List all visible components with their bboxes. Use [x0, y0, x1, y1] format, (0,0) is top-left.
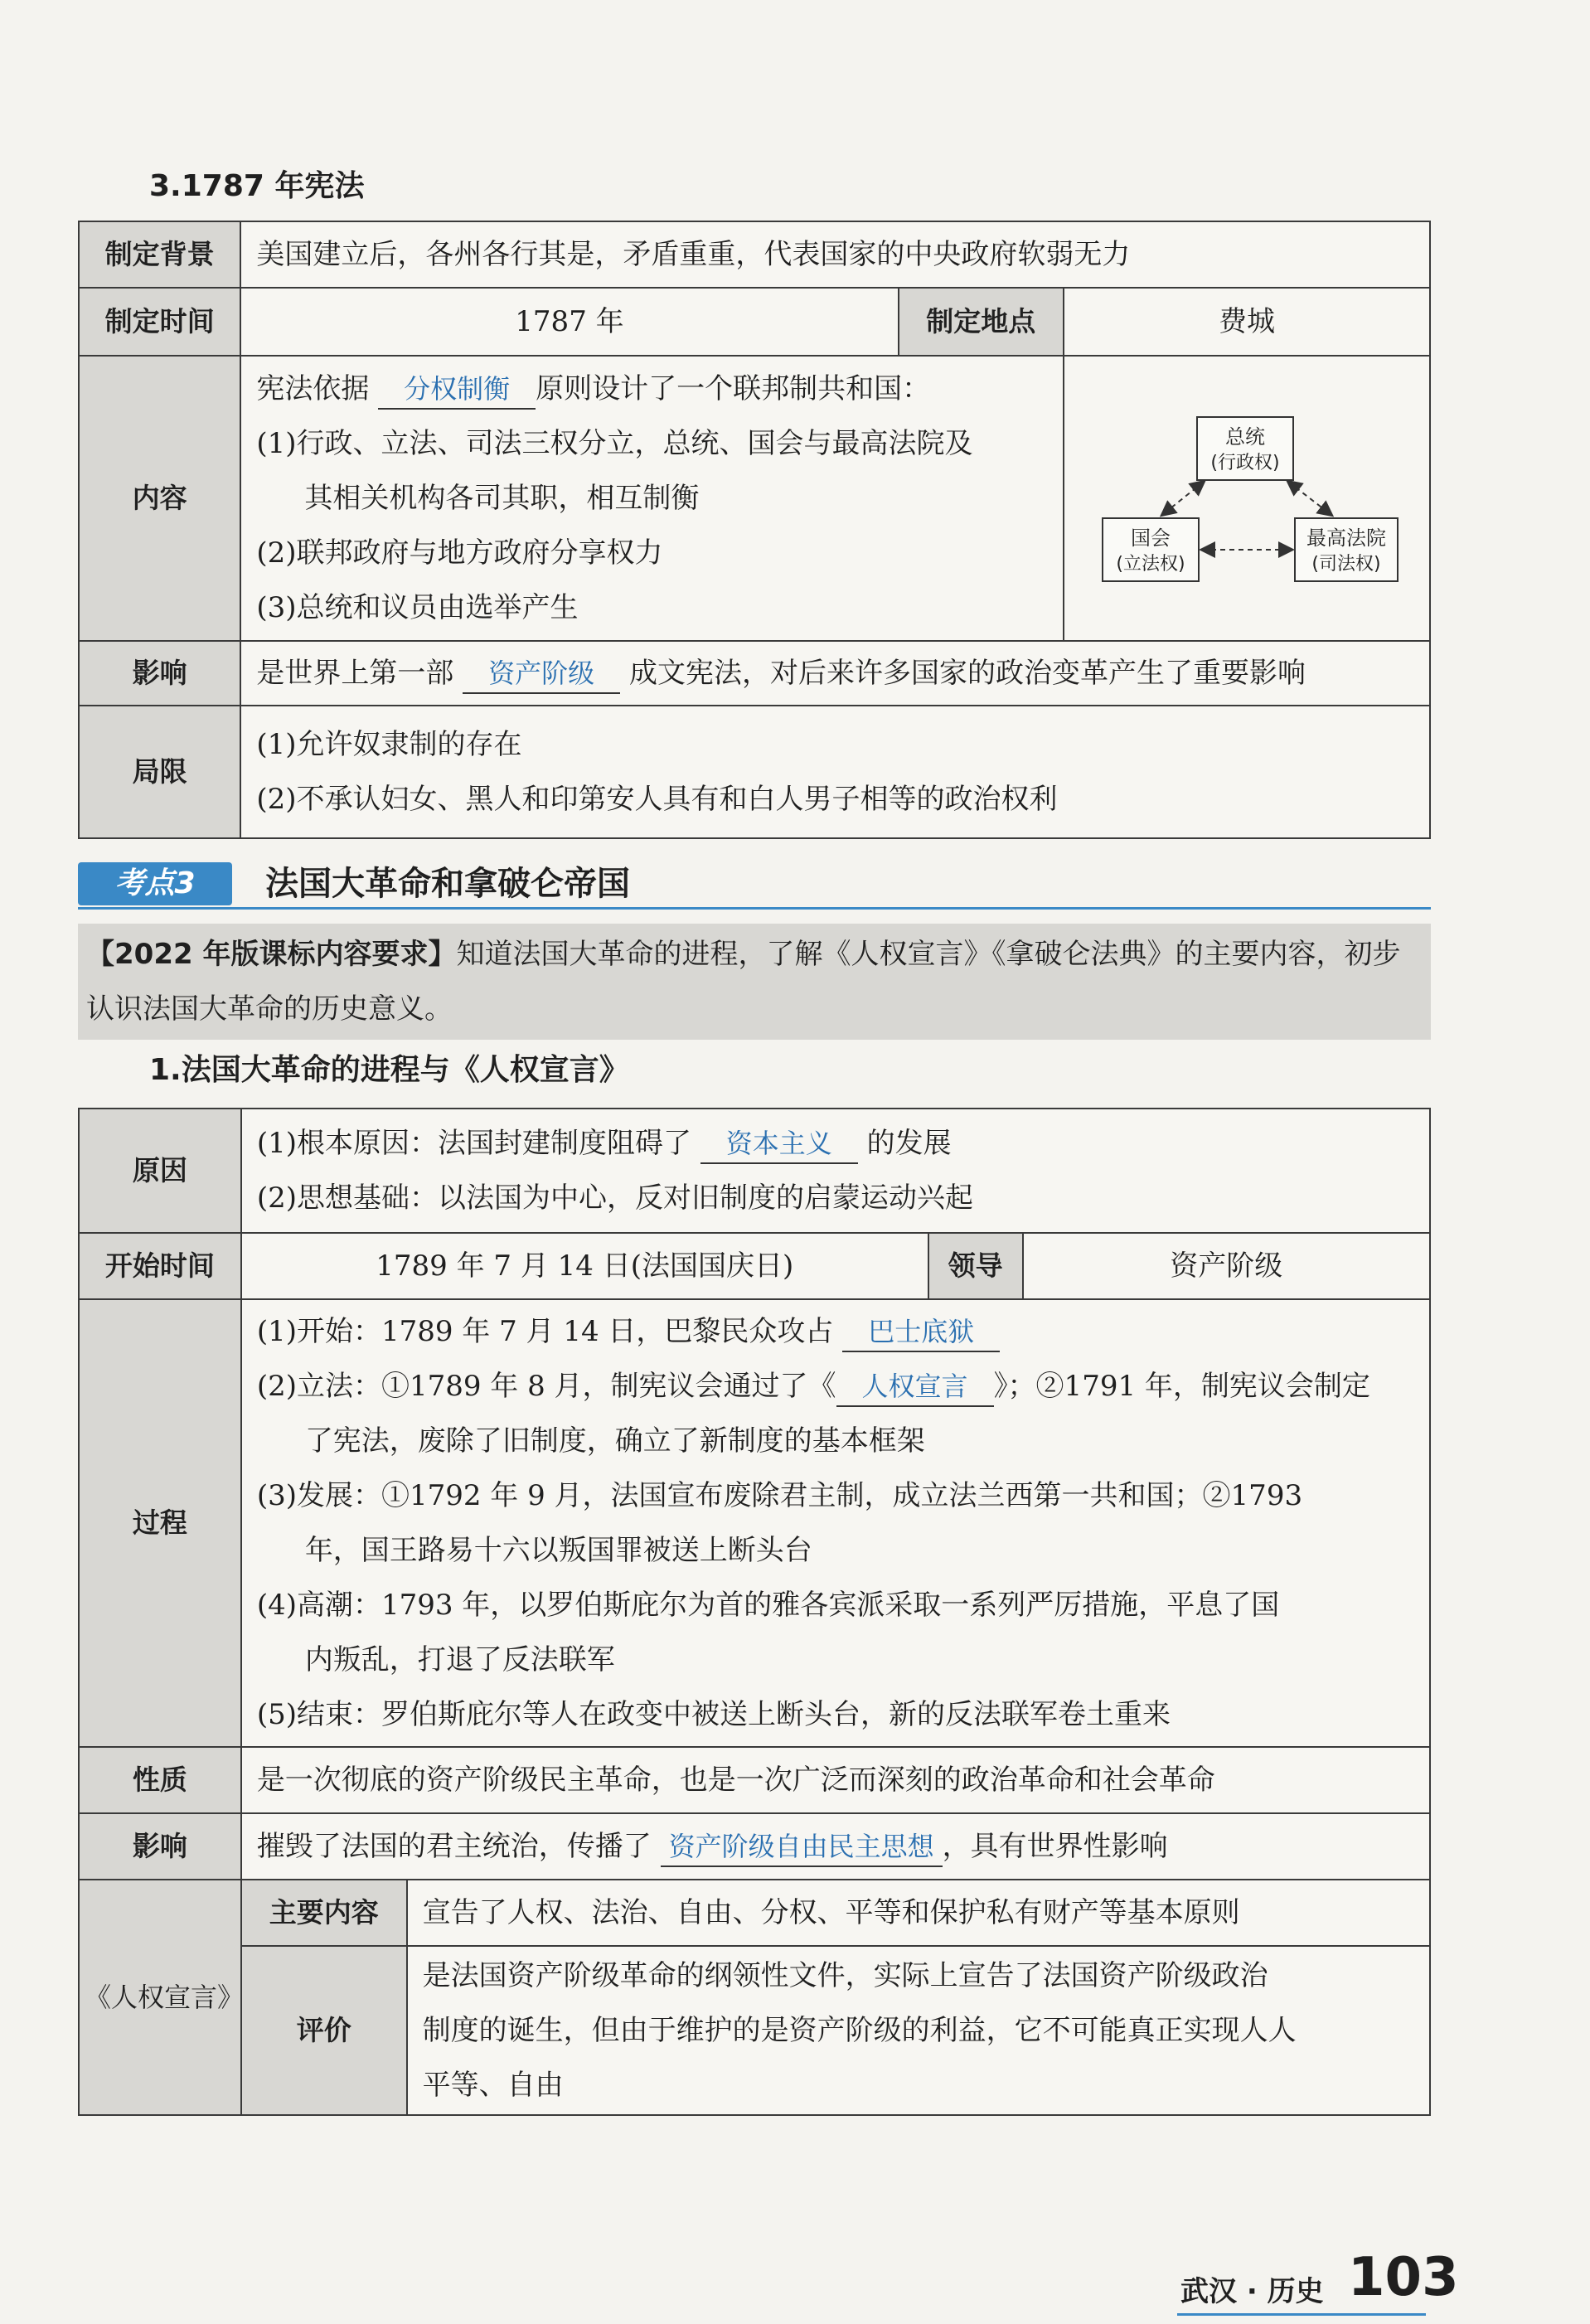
court-label: 最高法院	[1306, 526, 1386, 550]
impact-cell	[240, 641, 1430, 706]
section-heading-1787: 3.1787 年宪法	[149, 169, 365, 203]
process-item-2-cont: 了宪法，废除了旧制度，确立了新制度的基本框架	[304, 1424, 925, 1458]
nature-text: 是一次彻底的资产阶级民主革命，也是一次广泛而深刻的政治革命和社会革命	[241, 1747, 1430, 1813]
decl-eval-line-3: 平等、自由	[422, 2069, 564, 2102]
separation-of-powers-diagram	[1064, 357, 1429, 639]
content-item-2: (2)联邦政府与地方政府分享权力	[256, 536, 663, 570]
page-number: 103	[1348, 2247, 1459, 2308]
french-revolution-table	[78, 1108, 1431, 2116]
content-intro-pre: 宪法依据	[256, 372, 370, 405]
content-item-1: (1)行政、立法、司法三权分立，总统、国会与最高法院及	[256, 427, 973, 460]
row-label-declaration: 《人权宣言》	[79, 1880, 241, 2115]
president-power: (行政权)	[1210, 453, 1280, 473]
arrow-president-congress	[1162, 482, 1204, 515]
president-label: 总统	[1224, 425, 1265, 449]
process-item-5: (5)结束：罗伯斯庇尔等人在政变中被送上断头台，新的反法联军卷土重来	[256, 1698, 1171, 1731]
impact-post: 成文宪法，对后来许多国家的政治变革产生了重要影响	[628, 657, 1306, 690]
answer-blank-bastille: 巴士底狱	[842, 1312, 1000, 1352]
answer-blank-ziyouminzhu: 资产阶级自由民主思想	[661, 1827, 943, 1867]
process-item-3-cont: 年，国王路易十六以叛国罪被送上断头台	[304, 1534, 812, 1567]
content-cell	[240, 356, 1064, 641]
separation-of-powers-diagram-cell	[1064, 356, 1430, 641]
fr-impact-post: ，具有世界性影响	[942, 1830, 1168, 1863]
row-label-limit: 局限	[79, 706, 240, 838]
process-item-2	[257, 1359, 1414, 1414]
curriculum-requirement	[78, 924, 1431, 1040]
process-1-pre: (1)开始：1789 年 7 月 14 日，巴黎民众攻占	[256, 1315, 834, 1348]
congress-power: (立法权)	[1116, 554, 1185, 575]
impact-pre: 是世界上第一部	[256, 657, 454, 690]
process-item-1	[257, 1304, 1414, 1359]
kaodian-tag: 考点3	[78, 862, 232, 905]
leader-value: 资产阶级	[1023, 1233, 1430, 1299]
decl-main-text: 宣告了人权、法治、自由、分权、平等和保护私有财产等基本原则	[407, 1880, 1430, 1946]
arrow-president-court	[1288, 482, 1331, 515]
requirement-label: 【2022 年版课标内容要求】	[86, 938, 457, 971]
background-text: 美国建立后，各州各行其是，矛盾重重，代表国家的中央政府软弱无力	[240, 221, 1430, 288]
footer-rule	[1177, 2313, 1426, 2316]
constitution-table	[78, 221, 1431, 839]
cause-1-post: 的发展	[866, 1127, 952, 1160]
start-value: 1789 年 7 月 14 日(法国国庆日)	[241, 1233, 928, 1299]
row-label-decl-eval: 评价	[241, 1946, 407, 2115]
cause-1-pre: (1)根本原因：法国封建制度阻碍了	[256, 1127, 691, 1160]
cause-cell	[241, 1109, 1430, 1233]
row-label-start: 开始时间	[79, 1233, 241, 1299]
process-item-4: (4)高潮：1793 年，以罗伯斯庇尔为首的雅各宾派采取一系列严厉措施，平息了国	[256, 1589, 1280, 1622]
requirement-text: 知道法国大革命的进程，了解《人权宣言》《拿破仑法典》的主要内容，初步认识法国大革命的历史意义。	[86, 938, 1401, 1026]
limit-item-2: (2)不承认妇女、黑人和印第安人具有和白人男子相等的政治权利	[256, 783, 1058, 816]
answer-blank-zichanjieji: 资产阶级	[463, 654, 620, 694]
footer-location: 武汉 · 历史	[1180, 2275, 1324, 2308]
time-value: 1787 年	[240, 288, 898, 356]
cause-item-1	[257, 1116, 1414, 1171]
row-label-place: 制定地点	[899, 288, 1064, 356]
fr-impact-pre: 摧毁了法国的君主统治，传播了	[256, 1830, 652, 1863]
answer-blank-zibenzhuyi: 资本主义	[700, 1124, 858, 1164]
place-value: 费城	[1064, 288, 1430, 356]
decl-eval-line-1: 是法国资产阶级革命的纲领性文件，实际上宣告了法国资产阶级政治	[422, 1959, 1268, 1992]
row-label-content: 内容	[79, 356, 240, 641]
limit-item-1: (1)允许奴隶制的存在	[256, 728, 522, 761]
row-label-decl-main: 主要内容	[241, 1880, 407, 1946]
content-intro-post: 原则设计了一个联邦制共和国：	[536, 372, 931, 405]
fr-impact-cell	[241, 1813, 1430, 1880]
limit-cell	[240, 706, 1430, 838]
section-heading-french-revolution: 1.法国大革命的进程与《人权宣言》	[149, 1053, 629, 1087]
row-label-time: 制定时间	[79, 288, 240, 356]
row-label-nature: 性质	[79, 1747, 241, 1813]
row-label-fr-impact: 影响	[79, 1813, 241, 1880]
process-item-3: (3)发展：①1792 年 9 月，法国宣布废除君主制，成立法兰西第一共和国；②1793	[256, 1479, 1303, 1512]
row-label-background: 制定背景	[79, 221, 240, 288]
row-label-impact: 影响	[79, 641, 240, 706]
process-2-pre: (2)立法：①1789 年 8 月，制宪议会通过了《	[256, 1370, 836, 1403]
content-item-3: (3)总统和议员由选举产生	[256, 591, 579, 624]
kaodian-title: 法国大革命和拿破仑帝国	[265, 865, 630, 903]
row-label-cause: 原因	[79, 1109, 241, 1233]
process-item-4-cont: 内叛乱，打退了反法联军	[304, 1643, 615, 1676]
court-power: (司法权)	[1311, 554, 1381, 575]
decl-eval-line-2: 制度的诞生，但由于维护的是资产阶级的利益，它不可能真正实现人人	[422, 2014, 1297, 2047]
row-label-leader: 领导	[928, 1233, 1023, 1299]
kaodian-rule	[78, 907, 1431, 910]
decl-eval-cell	[407, 1946, 1430, 2115]
row-label-process: 过程	[79, 1299, 241, 1747]
cause-item-2: (2)思想基础：以法国为中心，反对旧制度的启蒙运动兴起	[256, 1181, 973, 1215]
congress-label: 国会	[1130, 526, 1171, 550]
content-item-1-cont: 其相关机构各司其职，相互制衡	[304, 482, 700, 515]
process-cell	[241, 1299, 1430, 1747]
content-intro	[256, 361, 1048, 416]
answer-blank-fenquan: 分权制衡	[378, 370, 536, 410]
answer-blank-renquanxuanyan: 人权宣言	[836, 1367, 994, 1407]
process-2-post: 》；②1791 年，制宪议会制定	[993, 1370, 1370, 1403]
